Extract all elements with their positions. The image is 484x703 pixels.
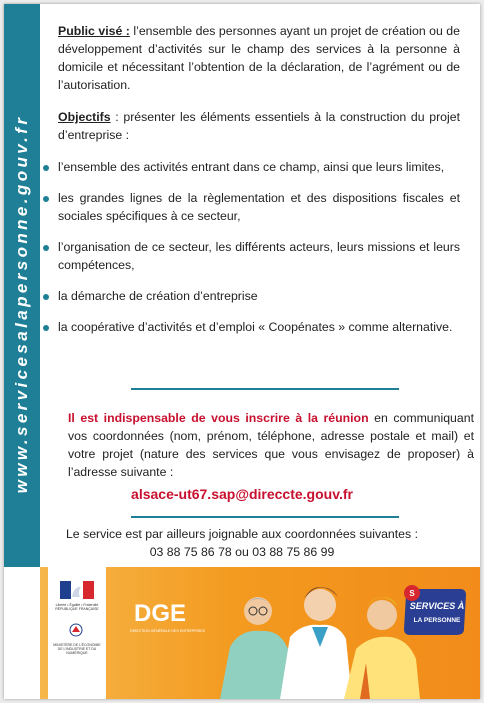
- people-illustration-icon: [220, 567, 420, 699]
- ministry-emblem-icon: [68, 623, 84, 637]
- list-item: l’ensemble des activités entrant dans ce champ, ainsi que leurs limites,: [58, 158, 460, 176]
- dge-subtitle: DIRECTION GÉNÉRALE DES ENTREPRISES: [130, 629, 206, 633]
- svg-text:DGE: DGE: [133, 600, 187, 627]
- svg-text:SERVICES À: SERVICES À: [409, 601, 465, 611]
- bullet-dot-icon: [43, 245, 49, 251]
- invite-emphasis: Il est indispensable de vous inscrire à la réunion: [68, 411, 369, 425]
- logo-panel: [48, 567, 106, 699]
- services-a-la-personne-logo-icon: [402, 585, 468, 639]
- main-content: [58, 22, 460, 349]
- flyer-page: [4, 4, 480, 699]
- invite-paragraph: [68, 409, 474, 481]
- objectifs-paragraph: [58, 108, 460, 144]
- republique-francaise-text: Liberté • Égalité • Fraternité RÉPUBLIQUE FRANÇAISE: [55, 603, 99, 611]
- list-item: les grandes lignes de la règlementation et des dispositions fiscales et sociales spécifiques à ce secteur,: [58, 189, 460, 225]
- objectifs-list: [58, 158, 460, 336]
- list-item: l’organisation de ce secteur, les différents acteurs, leurs missions et leurs compétences,: [58, 238, 460, 274]
- public-label: Public visé :: [58, 24, 130, 38]
- bullet-dot-icon: [43, 196, 49, 202]
- list-item: la démarche de création d’entreprise: [58, 287, 460, 305]
- invite-text: en communiquant vos coordonnées (nom, prénom, téléphone, adresse postale et mail) et votre projet (nature des services que vous envisagez de proposer) à l’adresse suivante :: [68, 411, 474, 479]
- objectifs-text: : présenter les éléments essentiels à la construction du projet d’entreprise :: [58, 110, 460, 142]
- republique-francaise-logo-icon: [60, 581, 94, 599]
- contact-phones: 03 88 75 86 78 ou 03 88 75 86 99: [149, 545, 335, 559]
- sidebar-website-url: www.servicesalapersonne.gouv.fr: [12, 114, 31, 494]
- footer-banner: [40, 567, 480, 699]
- public-paragraph: [58, 22, 460, 94]
- svg-text:S: S: [409, 589, 415, 598]
- sidebar: [4, 4, 40, 567]
- divider: [131, 388, 399, 390]
- ministry-text: MINISTÈRE DE L’ÉCONOMIE DE L’INDUSTRIE ET DU NUMÉRIQUE: [53, 643, 101, 655]
- list-item: la coopérative d’activités et d’emploi « Coopénates » comme alternative.: [58, 318, 460, 336]
- contact-block: [4, 525, 480, 561]
- bullet-dot-icon: [43, 165, 49, 171]
- contact-intro: Le service est par ailleurs joignable aux coordonnées suivantes :: [65, 527, 419, 541]
- dge-logo-icon: [130, 599, 190, 627]
- email-link[interactable]: alsace-ut67.sap@direccte.gouv.fr: [131, 486, 353, 502]
- objectifs-label: Objectifs: [58, 110, 111, 124]
- bullet-dot-icon: [43, 325, 49, 331]
- divider: [131, 516, 399, 518]
- svg-text:LA PERSONNE: LA PERSONNE: [413, 617, 461, 624]
- bullet-dot-icon: [43, 294, 49, 300]
- public-text: l’ensemble des personnes ayant un projet de création ou de développement d’activités sur le champ des services à la personne à domicile et nécessitant l’obtention de la déclaration, de l’agrément ou de l’autorisation.: [58, 24, 460, 92]
